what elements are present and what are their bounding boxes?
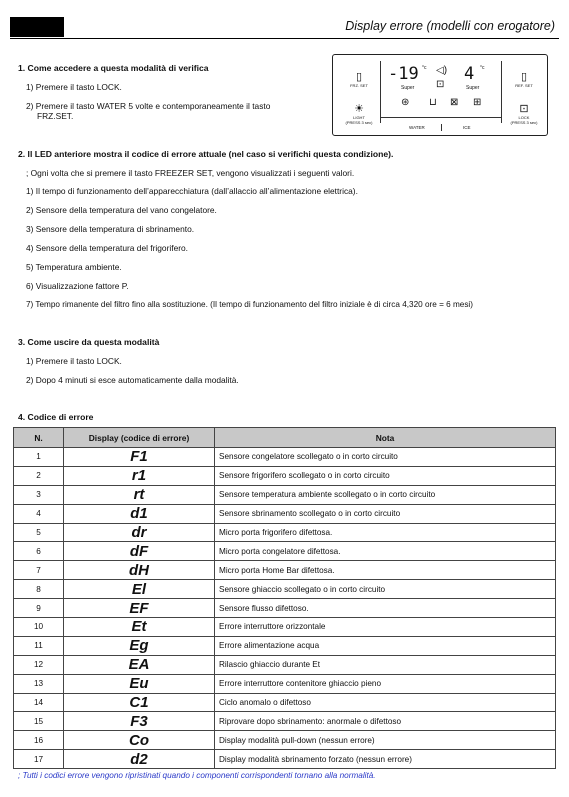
error-note: Errore alimentazione acqua (215, 636, 556, 655)
error-note: Sensore sbrinamento scollegato o in corto circuito (215, 504, 556, 523)
table-row (14, 466, 556, 485)
table-row (14, 712, 556, 731)
panel-divider-right (501, 61, 502, 123)
row-number: 1 (14, 448, 64, 467)
row-number: 7 (14, 561, 64, 580)
cup-icon: ⊔ (429, 97, 437, 108)
super-freeze-label: Super (401, 85, 415, 91)
error-code: dH (64, 561, 215, 580)
row-number: 14 (14, 693, 64, 712)
section3-title: 3. Come uscire da questa modalità (18, 337, 160, 347)
row-number: 3 (14, 485, 64, 504)
freezer-icon: ▯ (355, 71, 363, 83)
freezer-temp-readout: -19 (388, 64, 419, 84)
error-note: Micro porta frigorifero difettosa. (215, 523, 556, 542)
table-header-row (14, 428, 556, 448)
table-row (14, 655, 556, 674)
row-number: 9 (14, 599, 64, 618)
row-number: 11 (14, 636, 64, 655)
frz-set-button[interactable] (347, 71, 371, 88)
light-label: LIGHT (PRESS 3 sec) (345, 115, 373, 125)
table-row (14, 561, 556, 580)
section2-title: 2. Il LED anteriore mostra il codice di errore attuale (nel caso si verifichi questa condizione). (18, 149, 394, 159)
error-code: d1 (64, 504, 215, 523)
table-row (14, 504, 556, 523)
table-row (14, 674, 556, 693)
super-cool-label: Super (466, 85, 480, 91)
error-note: Ciclo anomalo o difettoso (215, 693, 556, 712)
error-code: F1 (64, 448, 215, 467)
error-code: EF (64, 599, 215, 618)
section2-item: 7) Tempo rimanente del filtro fino alla sostituzione. (Il tempo di funzionamento del filtro iniziale è di circa 4,320 ore = 6 mesi) (26, 300, 473, 309)
error-code-table (13, 427, 556, 769)
error-note: Display modalità pull-down (nessun errore) (215, 731, 556, 750)
frz-set-label: FRZ. SET (350, 83, 368, 88)
error-code: El (64, 580, 215, 599)
table-row (14, 485, 556, 504)
ice-maker-icon: ⊛ (401, 97, 410, 108)
error-note: Micro porta Home Bar difettosa. (215, 561, 556, 580)
error-note: Sensore flusso difettoso. (215, 599, 556, 618)
col-header-code: Display (codice di errore) (64, 428, 215, 448)
section1-step2: 2) Premere il tasto WATER 5 volte e contemporaneamente il tasto (26, 101, 271, 111)
error-note: Sensore temperatura ambiente scollegato o in corto circuito (215, 485, 556, 504)
error-note: Sensore ghiaccio scollegato o in corto circuito (215, 580, 556, 599)
table-row (14, 618, 556, 637)
freezer-temp-unit: °c (422, 65, 427, 71)
error-note: Sensore congelatore scollegato o in corto circuito (215, 448, 556, 467)
section2-item: 2) Sensore della temperatura del vano congelatore. (26, 205, 217, 215)
section3-item: 2) Dopo 4 minuti si esce automaticamente dalla modalità. (26, 375, 239, 385)
row-number: 5 (14, 523, 64, 542)
panel-divider-bottom (380, 117, 502, 118)
section2-item: 5) Temperatura ambiente. (26, 262, 122, 272)
row-number: 4 (14, 504, 64, 523)
section3-item: 1) Premere il tasto LOCK. (26, 356, 122, 366)
error-code: Co (64, 731, 215, 750)
error-code: dF (64, 542, 215, 561)
footnote: ; Tutti i codici errore vengono ripristinati quando i componenti corrispondenti tornano alla normalità. (18, 771, 376, 780)
section2-item: 1) Il tempo di funzionamento dell’apparecchiatura (dall’allaccio all’alimentazione elettrica). (26, 186, 358, 196)
section1-step1: 1) Premere il tasto LOCK. (26, 82, 122, 92)
row-number: 12 (14, 655, 64, 674)
error-note: Rilascio ghiaccio durante Et (215, 655, 556, 674)
table-row (14, 542, 556, 561)
panel-divider-left (380, 61, 381, 123)
light-icon: ☀ (354, 103, 364, 115)
table-row (14, 636, 556, 655)
table-row (14, 523, 556, 542)
error-code: r1 (64, 466, 215, 485)
row-number: 15 (14, 712, 64, 731)
section4-title: 4. Codice di errore (18, 412, 94, 422)
header-rule (10, 38, 559, 39)
row-number: 13 (14, 674, 64, 693)
table-row (14, 731, 556, 750)
row-number: 17 (14, 750, 64, 769)
error-note: Sensore frigorifero scollegato o in corto circuito (215, 466, 556, 485)
ice-button[interactable]: ICE (463, 125, 471, 130)
section2-item: 4) Sensore della temperatura del frigorifero. (26, 243, 188, 253)
error-code: C1 (64, 693, 215, 712)
error-note: Riprovare dopo sbrinamento: anormale o difettoso (215, 712, 556, 731)
row-number: 16 (14, 731, 64, 750)
crushed-ice-icon: ⊠ (450, 97, 459, 108)
water-ice-separator (441, 124, 442, 131)
lock-icon: ⊡ (519, 103, 529, 115)
error-code: F3 (64, 712, 215, 731)
cubed-ice-icon: ⊞ (473, 97, 482, 108)
col-header-note: Nota (215, 428, 556, 448)
light-button[interactable] (343, 103, 375, 125)
error-code: dr (64, 523, 215, 542)
error-note: Display modalità sbrinamento forzato (nessun errore) (215, 750, 556, 769)
error-code: d2 (64, 750, 215, 769)
row-number: 10 (14, 618, 64, 637)
row-number: 6 (14, 542, 64, 561)
section2-item: 6) Visualizzazione fattore P. (26, 281, 129, 291)
table-row (14, 693, 556, 712)
col-header-number: N. (14, 428, 64, 448)
page-title: Display errore (modelli con erogatore) (345, 19, 555, 33)
table-row (14, 599, 556, 618)
lock-button[interactable] (507, 103, 541, 125)
water-button[interactable]: WATER (409, 125, 425, 130)
error-code: rt (64, 485, 215, 504)
fridge-temp-readout: 4 (464, 64, 475, 84)
header-black-tab (10, 17, 64, 37)
ref-set-label: REF. SET (515, 83, 533, 88)
row-number: 2 (14, 466, 64, 485)
error-note: Errore interruttore contenitore ghiaccio pieno (215, 674, 556, 693)
error-note: Micro porta congelatore difettosa. (215, 542, 556, 561)
display-panel (332, 54, 548, 136)
table-row (14, 750, 556, 769)
row-number: 8 (14, 580, 64, 599)
section2-intro: ; Ogni volta che si premere il tasto FREEZER SET, vengono visualizzati i seguenti valori. (26, 168, 355, 178)
error-code: Eg (64, 636, 215, 655)
fridge-icon: ▯ (520, 71, 528, 83)
table-row (14, 448, 556, 467)
section1-title: 1. Come accedere a questa modalità di verifica (18, 63, 209, 73)
sound-icon: ◁) (436, 65, 448, 76)
fridge-temp-unit: °c (480, 65, 485, 71)
table-row (14, 580, 556, 599)
lock-small-icon: ⊡ (436, 79, 445, 90)
section2-item: 3) Sensore della temperatura di sbrinamento. (26, 224, 195, 234)
error-code: Et (64, 618, 215, 637)
error-code: EA (64, 655, 215, 674)
lock-label: LOCK (PRESS 3 sec) (510, 115, 538, 125)
section1-step2-cont: FRZ.SET. (37, 111, 74, 121)
error-note: Errore interruttore orizzontale (215, 618, 556, 637)
ref-set-button[interactable] (509, 71, 539, 88)
error-code: Eu (64, 674, 215, 693)
